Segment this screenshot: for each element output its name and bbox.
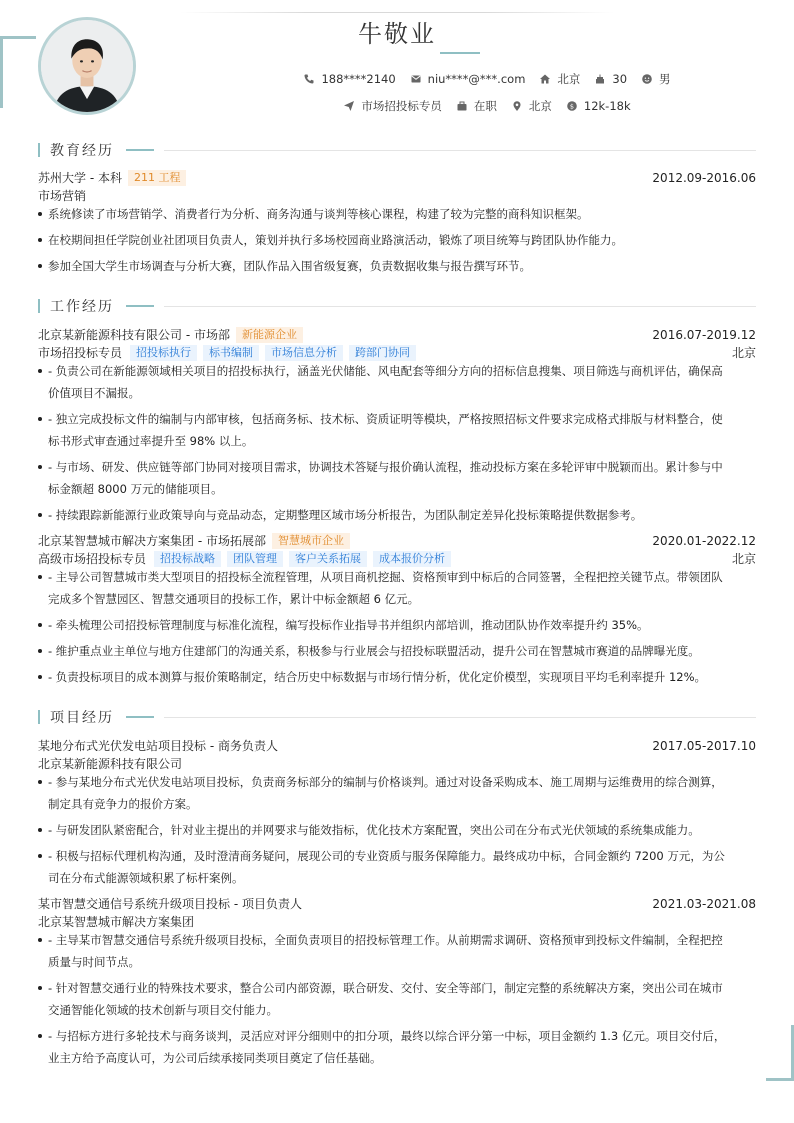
job-header bbox=[38, 326, 756, 343]
section-bar bbox=[38, 299, 40, 313]
corner-decoration-bottom-right bbox=[766, 1025, 794, 1081]
name-underline bbox=[440, 52, 480, 54]
job-header bbox=[38, 532, 756, 549]
briefcase-icon bbox=[456, 100, 468, 112]
skill-tag: 跨部门协同 bbox=[349, 345, 416, 361]
home-icon bbox=[539, 73, 551, 85]
education-major: 市场营销 bbox=[38, 189, 87, 203]
company-tag: 新能源企业 bbox=[236, 327, 303, 343]
project-org-line bbox=[38, 913, 756, 930]
project-org: 北京某新能源科技有限公司 bbox=[38, 757, 183, 771]
intent-info bbox=[343, 98, 442, 114]
job-company: 北京某智慧城市解决方案集团 - 市场拓展部 bbox=[38, 534, 266, 548]
section-accent-line bbox=[126, 305, 154, 307]
contact-row-intent bbox=[180, 98, 794, 114]
project-header bbox=[38, 895, 756, 912]
project-bullet-line: 司在分布式能源领域积累了标杆案例。 bbox=[48, 871, 244, 885]
job-role: 高级市场招投标专员 bbox=[38, 552, 147, 566]
job-bullet bbox=[38, 566, 756, 610]
section-title-text: 工作经历 bbox=[50, 299, 114, 315]
skill-tag: 招投标战略 bbox=[154, 551, 221, 567]
age-info bbox=[594, 72, 627, 86]
section-title-text: 教育经历 bbox=[50, 143, 114, 159]
skill-tag: 招投标执行 bbox=[130, 345, 197, 361]
skill-tag: 市场信息分析 bbox=[265, 345, 343, 361]
skill-tag: 客户关系拓展 bbox=[289, 551, 367, 567]
project-bullet bbox=[38, 977, 756, 1021]
project-title: 某地分布式光伏发电站项目投标 - 商务负责人 bbox=[38, 739, 278, 753]
project-bullet bbox=[38, 929, 756, 973]
intent-city-text: 北京 bbox=[528, 99, 552, 113]
job-location: 北京 bbox=[731, 346, 756, 360]
job-role: 市场招投标专员 bbox=[38, 346, 123, 360]
salary-text: 12k-18k bbox=[583, 99, 631, 113]
salary-info bbox=[566, 99, 631, 113]
project-bullet-line: 业主方给予高度认可，为公司后续承接同类项目奠定了信任基础。 bbox=[48, 1051, 382, 1065]
section-title-work bbox=[38, 297, 756, 315]
section-title-projects bbox=[38, 708, 756, 726]
section-divider bbox=[164, 150, 756, 151]
project-bullet: - 与研发团队紧密配合，针对业主提出的并网要求与能效指标，优化技术方案配置，突出公司在分布式光伏领域的系统集成能力。 bbox=[38, 819, 756, 841]
section-accent-line bbox=[126, 149, 154, 151]
project-bullet-line: 交通智能化领域的技术创新与项目交付能力。 bbox=[48, 1003, 278, 1017]
section-divider bbox=[164, 717, 756, 718]
job-bullet-line: - 负责公司在新能源领域相关项目的招投标执行，涵盖光伏储能、风电配套等细分方向的招标信息搜集、项目筛选与商机评估，确保高 bbox=[48, 364, 723, 378]
job-bullet bbox=[38, 456, 756, 500]
skill-tag: 团队管理 bbox=[227, 551, 283, 567]
job-bullet-line: - 独立完成投标文件的编制与内部审核，包括商务标、技术标、资质证明等模块，严格按照招标文件要求完成格式排版与材料整合，使 bbox=[48, 412, 723, 426]
svg-text:$: $ bbox=[569, 102, 574, 111]
status-info bbox=[456, 98, 497, 114]
project-period: 2021.03-2021.08 bbox=[652, 896, 756, 911]
project-bullet-line: - 主导某市智慧交通信号系统升级项目投标，全面负责项目的招投标管理工作。从前期需求调研、资格预审到投标文件编制，全程把控 bbox=[48, 933, 723, 947]
job-bullet: - 维护重点业主单位与地方住建部门的沟通关系，积极参与行业展会与招投标联盟活动，提升公司在智慧城市赛道的品牌曝光度。 bbox=[38, 640, 756, 662]
gender-info bbox=[641, 71, 671, 87]
location-pin-icon bbox=[511, 100, 523, 112]
education-school: 苏州大学 - 本科 bbox=[38, 171, 122, 185]
intent-city-info bbox=[511, 98, 552, 114]
job-location: 北京 bbox=[731, 552, 756, 566]
section-divider bbox=[164, 306, 756, 307]
skill-tag: 标书编制 bbox=[203, 345, 259, 361]
section-bar bbox=[38, 143, 40, 157]
education-bullet: 在校期间担任学院创业社团项目负责人，策划并执行多场校园商业路演活动，锻炼了项目统筹与跨团队协作能力。 bbox=[38, 229, 756, 251]
project-org-line bbox=[38, 755, 756, 772]
job-bullet: - 牵头梳理公司招投标管理制度与标准化流程，编写投标作业指导书并组织内部培训，推动团队协作效率提升约 35%。 bbox=[38, 614, 756, 636]
education-bullet: 系统修读了市场营销学、消费者行为分析、商务沟通与谈判等核心课程，构建了较为完整的商科知识框架。 bbox=[38, 203, 756, 225]
project-bullet-line: - 积极与招标代理机构沟通，及时澄清商务疑问，展现公司的专业资质与服务保障能力。最终成功中标，合同金额约 7200 万元，为公 bbox=[48, 849, 725, 863]
job-role-line bbox=[38, 550, 756, 567]
project-header bbox=[38, 737, 756, 754]
job-bullet bbox=[38, 360, 756, 404]
project-bullet bbox=[38, 771, 756, 815]
education-tag: 211 工程 bbox=[128, 170, 187, 186]
age-text: 30 bbox=[612, 72, 628, 86]
money-icon bbox=[566, 100, 578, 112]
education-major-line bbox=[38, 187, 756, 204]
job-period: 2020.01-2022.12 bbox=[652, 533, 756, 548]
job-bullet-line: - 与市场、研发、供应链等部门协同对接项目需求，协调技术答疑与报价确认流程，推动投标方案在多轮评审中脱颖而出。累计参与中 bbox=[48, 460, 723, 474]
project-period: 2017.05-2017.10 bbox=[652, 738, 756, 753]
job-bullet-line: 价值项目不漏报。 bbox=[48, 386, 140, 400]
job-bullet-line: 完成多个智慧园区、智慧交通项目的投标工作，累计中标金额超 6 亿元。 bbox=[48, 592, 420, 606]
education-header bbox=[38, 169, 756, 186]
gender-text: 男 bbox=[659, 72, 671, 86]
intent-text: 市场招投标专员 bbox=[361, 99, 442, 113]
city-info bbox=[539, 71, 580, 87]
user-face-icon bbox=[641, 73, 653, 85]
header-top-rule bbox=[180, 12, 614, 13]
project-title: 某市智慧交通信号系统升级项目投标 - 项目负责人 bbox=[38, 897, 302, 911]
company-tag: 智慧城市企业 bbox=[272, 533, 350, 549]
city-text: 北京 bbox=[557, 72, 581, 86]
education-bullet: 参加全国大学生市场调查与分析大赛，团队作品入围省级复赛，负责数据收集与报告撰写环节。 bbox=[38, 255, 756, 277]
job-bullet: - 负责投标项目的成本测算与报价策略制定，结合历史中标数据与市场行情分析，优化定价模型，实现项目平均毛利率提升 12%。 bbox=[38, 666, 756, 688]
project-bullet-line: - 参与某地分布式光伏发电站项目投标，负责商务标部分的编制与价格谈判。通过对设备采购成本、施工周期与运维费用的综合测算， bbox=[48, 775, 723, 789]
email-text: niu****@***.com bbox=[427, 72, 526, 86]
job-company: 北京某新能源科技有限公司 - 市场部 bbox=[38, 328, 230, 342]
project-bullet-line: - 与招标方进行多轮技术与商务谈判，灵活应对评分细则中的扣分项，最终以综合评分第一中标，项目金额约 1.3 亿元。项目交付后， bbox=[48, 1029, 726, 1043]
project-bullet-line: - 针对智慧交通行业的特殊技术要求，整合公司内部资源，联合研发、交付、安全等部门，制定完整的系统解决方案，突出公司在城市 bbox=[48, 981, 723, 995]
candidate-name: 牛敬业 bbox=[358, 20, 436, 48]
job-bullet bbox=[38, 408, 756, 452]
project-bullet-line: 质量与时间节点。 bbox=[48, 955, 140, 969]
job-bullet-line: 标书形式审查通过率提升至 98% 以上。 bbox=[48, 434, 254, 448]
section-title-text: 项目经历 bbox=[50, 710, 114, 726]
education-period: 2012.09-2016.06 bbox=[652, 170, 756, 185]
project-bullet-line: 制定具有竞争力的报价方案。 bbox=[48, 797, 198, 811]
status-text: 在职 bbox=[473, 99, 497, 113]
birthday-cake-icon bbox=[594, 73, 606, 85]
job-bullet-line: - 主导公司智慧城市类大型项目的招投标全流程管理，从项目商机挖掘、资格预审到中标后的合同签署，全程把控关键节点。带领团队 bbox=[48, 570, 723, 584]
job-bullet-line: 标金额超 8000 万元的储能项目。 bbox=[48, 482, 223, 496]
project-org: 北京某智慧城市解决方案集团 bbox=[38, 915, 195, 929]
job-role-line bbox=[38, 344, 756, 361]
phone-icon bbox=[303, 73, 315, 85]
project-bullet bbox=[38, 1025, 756, 1069]
job-bullet: - 持续跟踪新能源行业政策导向与竞品动态，定期整理区域市场分析报告，为团队制定差异化投标策略提供数据参考。 bbox=[38, 504, 756, 526]
section-accent-line bbox=[126, 716, 154, 718]
phone-info bbox=[303, 72, 395, 86]
send-arrow-icon bbox=[343, 100, 355, 112]
contact-row-basic bbox=[180, 71, 794, 87]
section-bar bbox=[38, 710, 40, 724]
email-info bbox=[410, 72, 526, 86]
skill-tag: 成本报价分析 bbox=[373, 551, 451, 567]
job-period: 2016.07-2019.12 bbox=[652, 327, 756, 342]
phone-text: 188****2140 bbox=[321, 72, 396, 86]
section-title-education bbox=[38, 141, 756, 159]
project-bullet bbox=[38, 845, 756, 889]
mail-icon bbox=[410, 73, 422, 85]
